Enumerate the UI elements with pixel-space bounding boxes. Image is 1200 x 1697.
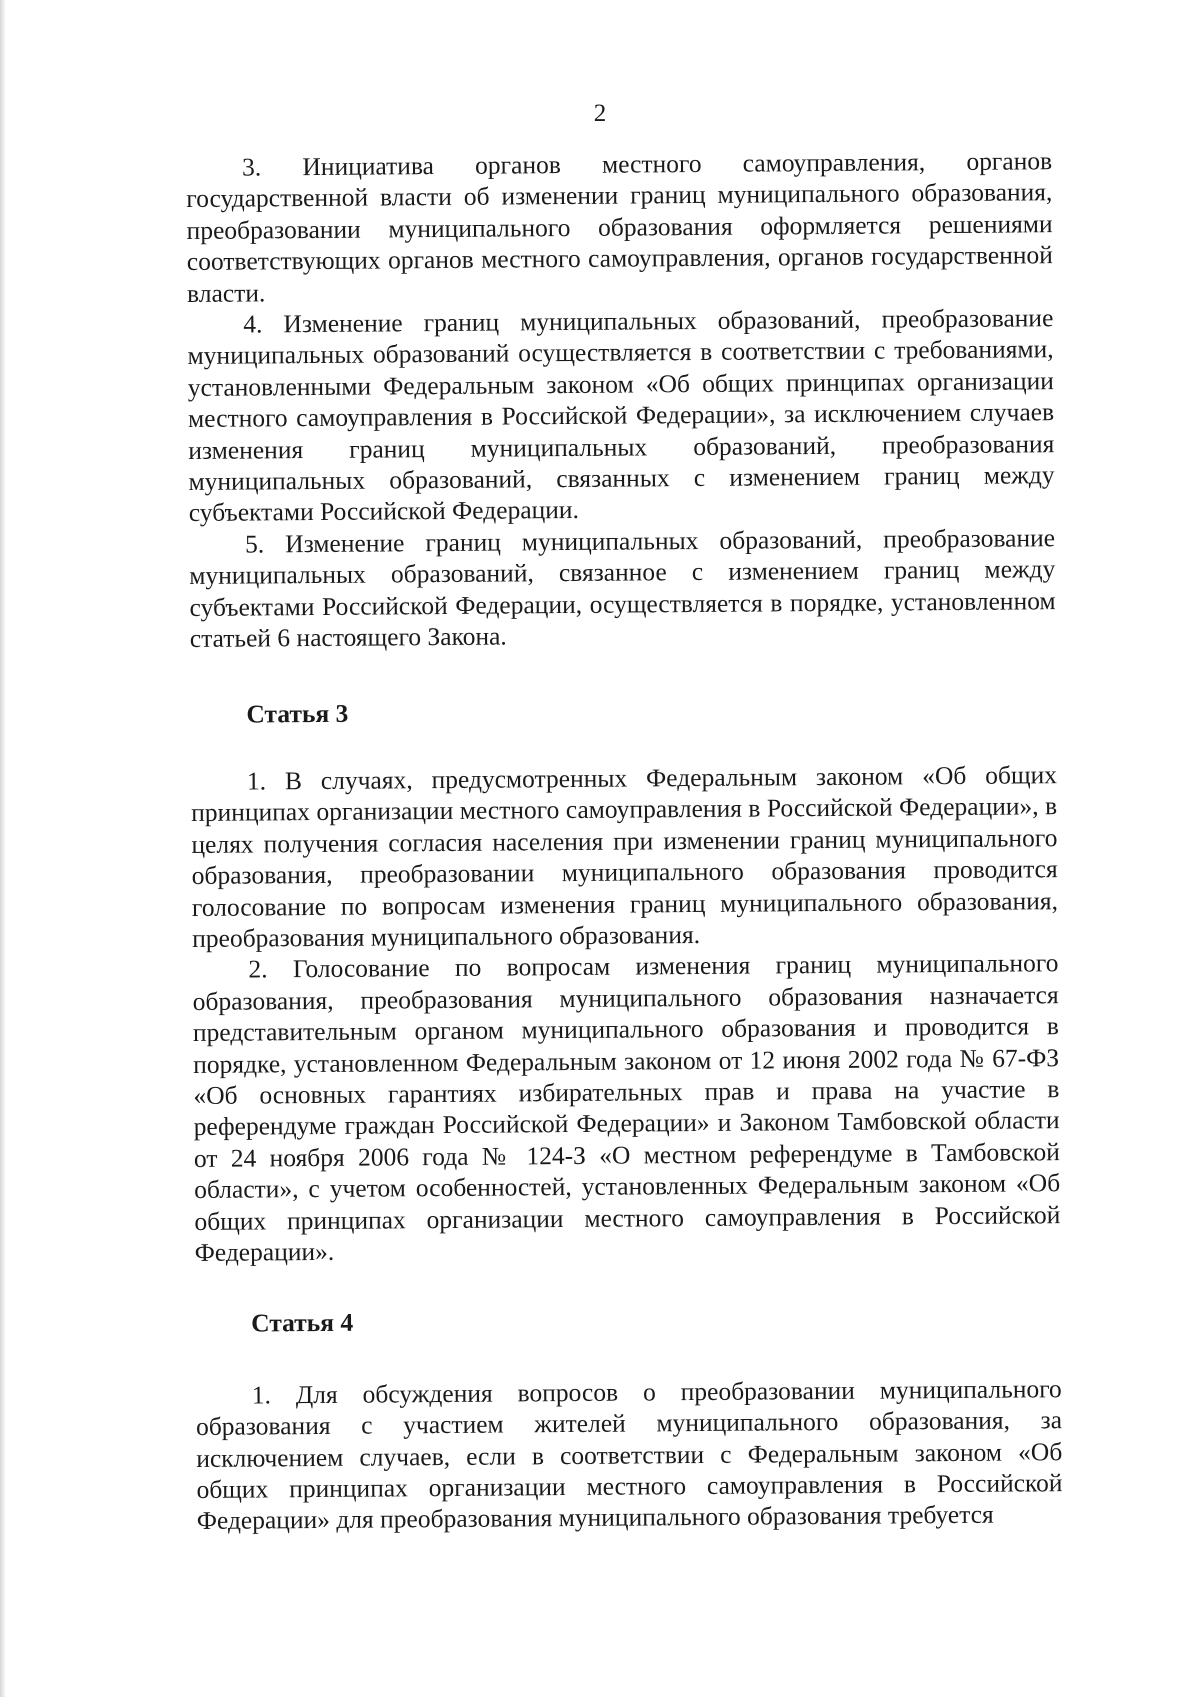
article-4-heading: Статья 4 xyxy=(251,1308,354,1338)
article-3-paragraph-2: 2. Голосование по вопросам изменения границ муниципального образования, преобразования муниципального образования назначается представительным органом муниципального образования и проводится в порядке, установленном Федеральным законом от 12 июня 2002 года № 67-ФЗ «Об основных гарантиях избирательных прав и права на участие в референдуме граждан Российской Федерации» и Законом Тамбовской области от 24 ноября 2006 года № 124-З «О местном референдуме в Тамбовской области», с учетом особенностей, установленных Федеральным законом «Об общих принципах организации местного самоуправления в Российской Федерации». xyxy=(192,948,1061,1267)
article-4-paragraph-1: 1. Для обсуждения вопросов о преобразовании муниципального образования с участием жителей муниципального образования, за исключением случаев, если в соответствии с Федеральным законом «Об общих принципах организации местного самоуправления в Российской Федерации» для преобразования муниципального образования требуется xyxy=(195,1373,1063,1536)
document-body xyxy=(186,145,1063,1537)
paragraph-4-boundary-change: 4. Изменение границ муниципальных образований, преобразование муниципальных образований осуществляется в соответствии с требованиями, установленными Федеральным законом «Об общих принципах организации местного самоуправления в Российской Федерации», за исключением случаев изменения границ муниципальных образований, преобразования муниципальных образований, связанных с изменением границ между субъектами Российской Федерации. xyxy=(187,303,1055,528)
page-number: 2 xyxy=(593,100,607,127)
paragraph-3-initiative: 3. Инициатива органов местного самоуправления, органов государственной власти об изменении границ муниципального образования, преобразовании муниципального образования оформляется решениями соответствующих органов местного самоуправления, органов государственной власти. xyxy=(186,146,1053,308)
article-3-heading: Статья 3 xyxy=(246,698,349,729)
article-3-paragraph-1: 1. В случаях, предусмотренных Федеральным законом «Об общих принципах организации местного самоуправления в Российской Федерации», в целях получения согласия населения при изменении границ муниципального образования, преобразовании муниципального образования проводится голосование по вопросам изменения границ муниципального образования, преобразования муниципального образования. xyxy=(191,760,1059,953)
scan-edge-shadow xyxy=(0,0,6,1697)
paragraph-5-subjects-boundary: 5. Изменение границ муниципальных образований, преобразование муниципальных образований, связанное с изменением границ между субъектами Российской Федерации, осуществляется в порядке, установленном статьей 6 настоящего Закона. xyxy=(189,523,1056,654)
